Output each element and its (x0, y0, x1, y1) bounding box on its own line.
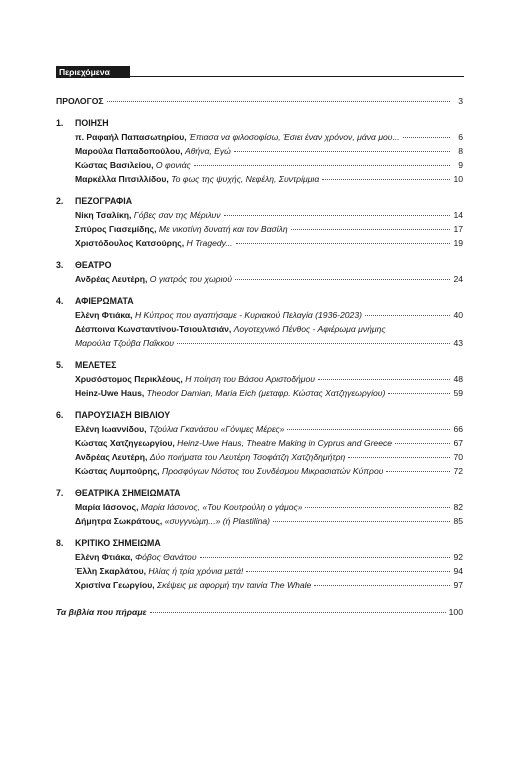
dot-leader (305, 506, 450, 508)
page-number: 9 (458, 160, 463, 170)
page-number: 43 (453, 338, 463, 348)
dot-leader (234, 150, 450, 152)
entry-text (75, 308, 362, 322)
entry-title: Ηλίας ή τρία χρόνια μετά! (148, 566, 244, 576)
section-title: ΘΕΑΤΡΙΚΑ ΣΗΜΕΙΩΜΑΤΑ (75, 488, 181, 498)
toc-entry[interactable] (56, 550, 463, 564)
entry-line (56, 322, 463, 336)
entry-author: Κώστας Βασιλείου, (75, 160, 154, 170)
entry-author: Έλλη Σκαρλάτου, (75, 566, 146, 576)
toc-entry[interactable] (56, 208, 463, 222)
entry-text (75, 450, 345, 464)
toc-entry[interactable] (56, 158, 463, 172)
section-title: ΠΟΙΗΣΗ (75, 118, 109, 128)
entry-title: Η ποίηση του Βάσου Αριστοδήμου (185, 374, 315, 384)
entry-text (75, 578, 311, 592)
entry-author: Χρυσόστομος Περικλέους, (75, 374, 183, 384)
page-number: 19 (453, 238, 463, 248)
entry-text (75, 464, 383, 478)
section-heading (56, 295, 463, 308)
entry-author: Ανδρέας Λευτέρη, (75, 452, 148, 462)
section-number: 3. (56, 260, 64, 270)
toc-entry[interactable] (56, 144, 463, 158)
entry-text (75, 236, 233, 250)
dot-leader (246, 570, 450, 572)
entry-author: Κώστας Χατζηγεωργίου, (75, 438, 175, 448)
entry-text (75, 272, 232, 286)
dot-leader (314, 584, 450, 586)
page-number: 3 (458, 96, 463, 106)
entry-text (75, 386, 385, 400)
entry-title: Theodor Damian, Maria Eich (μεταφρ. Κώστας Χατζηγεωργίου) (146, 388, 386, 398)
entry-author: Δέσποινα Κωνσταντίνου-Τσιουλτσιάν, (75, 324, 232, 334)
section-heading (56, 409, 463, 422)
dot-leader (273, 520, 450, 522)
section-heading (56, 537, 463, 550)
dot-leader (365, 314, 450, 316)
page-number: 8 (458, 146, 463, 156)
prologue-label: ΠΡΟΛΟΓΟΣ (56, 96, 104, 106)
dot-leader (224, 214, 450, 216)
section-heading (56, 259, 463, 272)
entry-title: «συγγνώμη...» (ή Plastilina) (164, 516, 271, 526)
toc-entry[interactable] (56, 322, 463, 350)
section-title: ΘΕΑΤΡΟ (75, 260, 112, 270)
entry-text (75, 208, 221, 222)
entry-text (75, 514, 270, 528)
toc-entry[interactable] (56, 464, 463, 478)
contents-heading: Περιεχόμενα (56, 66, 130, 78)
entry-author: Κώστας Λυμπούρης, (75, 466, 160, 476)
table-of-contents (56, 94, 463, 619)
entry-title: Τζούλια Γκανάσου «Γόνιμες Μέρες» (148, 424, 285, 434)
dot-leader (395, 442, 450, 444)
entry-text (75, 372, 315, 386)
entry-author: Δήμητρα Σωκράτους, (75, 516, 163, 526)
entry-text (75, 422, 284, 436)
section-heading (56, 117, 463, 130)
entry-line (56, 336, 463, 350)
page-number: 40 (453, 310, 463, 320)
dot-leader (322, 178, 450, 180)
entry-author: Ελένη Φτιάκα, (75, 310, 133, 320)
entry-author: Χριστόδουλος Κατσούρης, (75, 238, 185, 248)
section-number: 8. (56, 538, 64, 548)
entry-title: Σκέψεις με αφορμή την ταινία The Whale (157, 580, 312, 590)
entry-text (75, 144, 231, 158)
dot-leader (318, 378, 450, 380)
toc-section (56, 537, 463, 592)
section-number: 4. (56, 296, 64, 306)
section-heading (56, 359, 463, 372)
entry-title: Ο φονιάς (155, 160, 191, 170)
dot-leader (287, 428, 450, 430)
page-number: 72 (453, 466, 463, 476)
dot-leader (150, 611, 446, 613)
entry-title: Αθήνα, Εγώ (184, 146, 231, 156)
section-title: ΚΡΙΤΙΚΟ ΣΗΜΕΙΩΜΑ (75, 538, 161, 548)
toc-section (56, 359, 463, 400)
toc-entry[interactable] (56, 308, 463, 322)
entry-title: Η Κύπρος που αγαπήσαμε - Κυριακού Πελαγία (1936-2023) (134, 310, 362, 320)
toc-section (56, 259, 463, 286)
entry-title: Προσφύγων Νόστος του Συνδέσμου Μικρασιατών Κύπρου (161, 466, 384, 476)
section-heading (56, 195, 463, 208)
page-number: 66 (453, 424, 463, 434)
page-number: 59 (453, 388, 463, 398)
entry-text (75, 222, 288, 236)
page-number: 97 (453, 580, 463, 590)
entry-title: Heinz-Uwe Haus, Theatre Making in Cyprus and Greece (177, 438, 393, 448)
toc-entry[interactable] (56, 386, 463, 400)
toc-entry[interactable] (56, 564, 463, 578)
page-number: 6 (458, 132, 463, 142)
page-number: 67 (453, 438, 463, 448)
entry-title: Λογοτεχνικό Πένθος - Αφιέρωμα μνήμης (233, 324, 386, 334)
toc-entry[interactable] (56, 372, 463, 386)
entry-text (75, 130, 400, 144)
toc-entry[interactable] (56, 422, 463, 436)
entry-text (75, 564, 243, 578)
page-number: 70 (453, 452, 463, 462)
entry-text (75, 500, 302, 514)
entry-author: Μαρούλα Παπαδοπούλου, (75, 146, 183, 156)
entry-title: Έπιασα να φιλοσοφίσω, Έσιει έναν χρόνον, μάνα μου... (189, 132, 400, 142)
entry-title: Μαρία Ιάσονος, «Του Κουτρούλη ο γάμος» (140, 502, 303, 512)
section-number: 6. (56, 410, 64, 420)
entry-title: Ο γιατρός του χωριού (149, 274, 232, 284)
page-number: 85 (453, 516, 463, 526)
dot-leader (348, 456, 450, 458)
dot-leader (194, 164, 450, 166)
toc-section (56, 409, 463, 478)
entry-title: Φόβος Θανάτου (134, 552, 197, 562)
header-rule (126, 76, 464, 77)
entry-author: Ελένη Φτιάκα, (75, 552, 133, 562)
toc-entry[interactable] (56, 500, 463, 514)
entry-title: Το φως της ψυχής, Νεφέλη, Συντρίμμια (171, 174, 320, 184)
entry-text (75, 172, 319, 186)
contents-header (56, 66, 464, 78)
section-title: ΠΕΖΟΓΡΑΦΙΑ (75, 196, 133, 206)
section-number: 5. (56, 360, 64, 370)
page-number: 10 (453, 174, 463, 184)
section-number: 1. (56, 118, 64, 128)
entry-title: Η Tragedy... (186, 238, 233, 248)
entry-title: Γόβες σαν της Μέριλυν (133, 210, 221, 220)
toc-section (56, 195, 463, 250)
section-title: ΠΑΡΟΥΣΙΑΣΗ ΒΙΒΛΙΟΥ (75, 410, 171, 420)
closing-row[interactable] (56, 605, 463, 619)
dot-leader (235, 278, 450, 280)
entry-title: Δύο ποιήματα του Λευτέρη Τσοφάτζη Χατζηδημήτρη (149, 452, 346, 462)
entry-author: Μαρία Ιάσονος, (75, 502, 139, 512)
entry-author: Μαρκέλλα Πιτσιλλίδου, (75, 174, 169, 184)
dot-leader (236, 242, 451, 244)
toc-entry[interactable] (56, 236, 463, 250)
page-number: 100 (448, 607, 463, 617)
entry-author: Νίκη Τσαλίκη, (75, 210, 132, 220)
entry-title: Με νικοτίνη δυνατή και τον Βασίλη (158, 224, 288, 234)
dot-leader (388, 392, 450, 394)
toc-section (56, 117, 463, 186)
page-number: 17 (453, 224, 463, 234)
page-number: 94 (453, 566, 463, 576)
toc-entry[interactable] (56, 436, 463, 450)
dot-leader (291, 228, 450, 230)
section-title: ΑΦΙΕΡΩΜΑΤΑ (75, 296, 134, 306)
toc-entry[interactable] (56, 578, 463, 592)
entry-text (75, 436, 392, 450)
entry-author: Σπύρος Γιασεμίδης, (75, 224, 157, 234)
entry-author: Ελένη Ιωαννίδου, (75, 424, 147, 434)
toc-section (56, 295, 463, 350)
toc-entry[interactable] (56, 450, 463, 464)
dot-leader (177, 342, 450, 344)
section-number: 2. (56, 196, 64, 206)
dot-leader (107, 100, 450, 102)
dot-leader (403, 136, 450, 138)
entry-author: Ανδρέας Λευτέρη, (75, 274, 148, 284)
closing-label: Τα βιβλία που πήραμε (56, 607, 147, 617)
section-number: 7. (56, 488, 64, 498)
page-number: 92 (453, 552, 463, 562)
entry-text (75, 158, 191, 172)
toc-entry[interactable] (56, 272, 463, 286)
toc-entry[interactable] (56, 222, 463, 236)
page-number: 14 (453, 210, 463, 220)
dot-leader (386, 470, 450, 472)
section-heading (56, 487, 463, 500)
entry-author: π. Ραφαήλ Παπασωτηρίου, (75, 132, 187, 142)
entry-text (75, 550, 197, 564)
page-number: 24 (453, 274, 463, 284)
toc-entry[interactable] (56, 172, 463, 186)
page-number: 48 (453, 374, 463, 384)
entry-author: Heinz-Uwe Haus, (75, 388, 145, 398)
entry-title-continued: Μαρούλα Τζούβα Παΐκκου (75, 338, 175, 348)
prologue-row[interactable] (56, 94, 463, 108)
toc-entry[interactable] (56, 130, 463, 144)
dot-leader (200, 556, 450, 558)
toc-section (56, 487, 463, 528)
toc-entry[interactable] (56, 514, 463, 528)
entry-author: Χριστίνα Γεωργίου, (75, 580, 155, 590)
section-title: ΜΕΛΕΤΕΣ (75, 360, 117, 370)
page-number: 82 (453, 502, 463, 512)
